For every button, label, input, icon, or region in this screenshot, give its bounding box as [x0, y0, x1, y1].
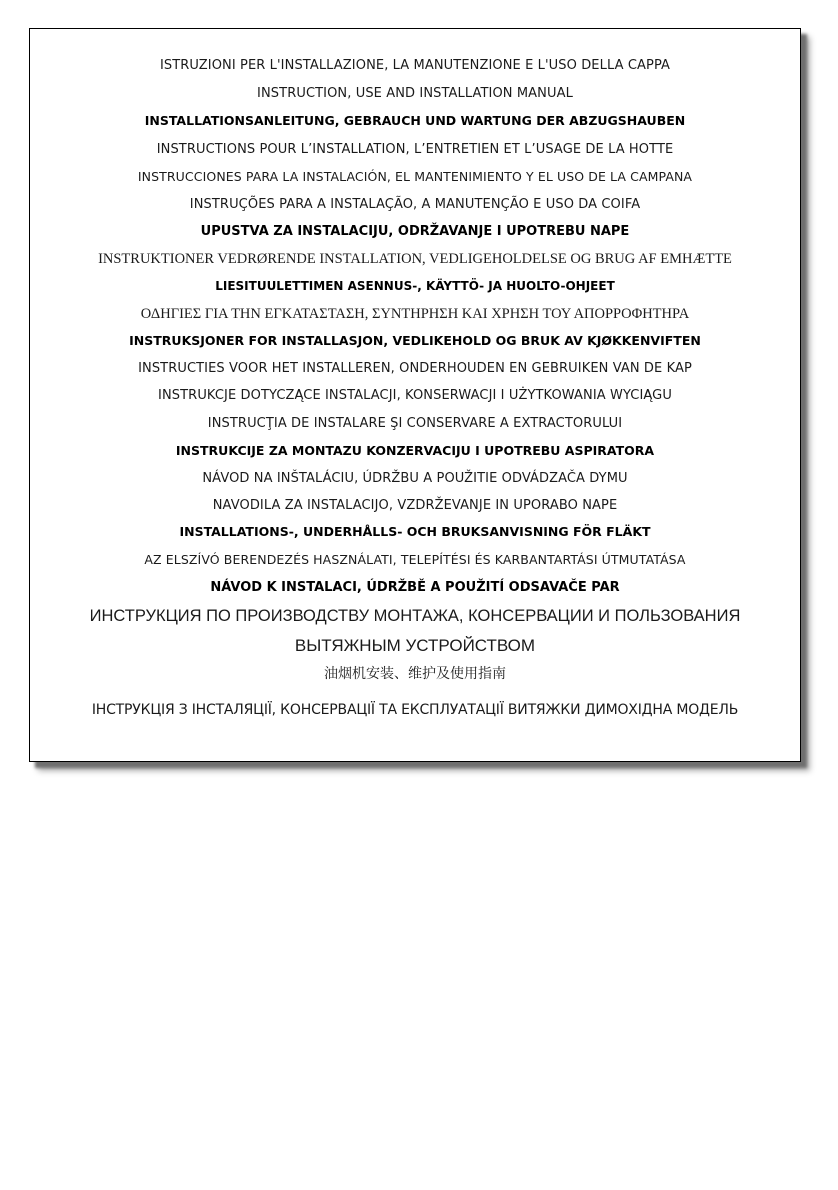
- title-chinese: 油烟机安装、维护及使用指南: [324, 666, 506, 682]
- title-german: INSTALLATIONSANLEITUNG, GEBRAUCH UND WARTUNG DER ABZUGSHAUBEN: [144, 113, 686, 128]
- title-ukrainian: ІНСТРУКЦІЯ З ІНСТАЛЯЦІЇ, КОНСЕРВАЦІЇ ТА ЕКСПЛУАТАЦІЇ ВИТЯЖКИ ДИМОХІДНА МОДЕЛЬ: [91, 702, 739, 718]
- title-english: INSTRUCTION, USE AND INSTALLATION MANUAL: [257, 86, 573, 101]
- title-danish: INSTRUKTIONER VEDRØRENDE INSTALLATION, VEDLIGEHOLDELSE OG BRUG AF EMHÆTTE: [98, 251, 732, 267]
- title-swedish: INSTALLATIONS-, UNDERHÅLLS- OCH BRUKSANVISNING FÖR FLÄKT: [179, 524, 651, 539]
- title-box: [29, 28, 801, 762]
- title-croatian: UPUSTVA ZA INSTALACIJU, ODRŽAVANJE I UPOTREBU NAPE: [200, 224, 630, 239]
- title-norwegian: INSTRUKSJONER FOR INSTALLASJON, VEDLIKEHOLD OG BRUK AV KJØKKENVIFTEN: [129, 333, 701, 348]
- title-hungarian: AZ ELSZÍVÓ BERENDEZÉS HASZNÁLATI, TELEPÍTÉSI ÉS KARBANTARTÁSI ÚTMUTATÁSA: [144, 552, 686, 567]
- title-portuguese: INSTRUÇÕES PARA A INSTALAÇÃO, A MANUTENÇÃO E USO DA COIFA: [189, 197, 641, 212]
- title-czech: NÁVOD K INSTALACI, ÚDRŽBĚ A POUŽITÍ ODSAVAČE PAR: [210, 580, 620, 595]
- title-dutch: INSTRUCTIES VOOR HET INSTALLEREN, ONDERHOUDEN EN GEBRUIKEN VAN DE KAP: [138, 361, 692, 376]
- title-greek: ΟΔΗΓΙΕΣ ΓΙΑ ΤΗΝ ΕΓΚΑΤΑΣΤΑΣΗ, ΣΥΝΤΗΡΗΣΗ ΚΑΙ ΧΡΗΣΗ ΤΟΥ ΑΠΟΡΡΟΦΗΤΗΡΑ: [140, 306, 690, 322]
- title-slovak: NÁVOD NA INŠTALÁCIU, ÚDRŽBU A POUŽITIE ODVÁDZAČA DYMU: [202, 471, 628, 486]
- title-slovenian: NAVODILA ZA INSTALACIJO, VZDRŽEVANJE IN UPORABO NAPE: [212, 498, 618, 513]
- title-russian-line2: ВЫТЯЖНЫМ УСТРОЙСТВОМ: [294, 636, 536, 655]
- title-finnish: LIESITUULETTIMEN ASENNUS-, KÄYTTÖ- JA HUOLTO-OHJEET: [215, 279, 615, 293]
- title-romanian: INSTRUCŢIA DE INSTALARE ŞI CONSERVARE A EXTRACTORULUI: [207, 416, 623, 431]
- title-polish: INSTRUKCJE DOTYCZĄCE INSTALACJI, KONSERWACJI I UŻYTKOWANIA WYCIĄGU: [158, 388, 672, 403]
- title-french: INSTRUCTIONS POUR L’INSTALLATION, L’ENTRETIEN ET L’USAGE DE LA HOTTE: [156, 142, 674, 157]
- title-russian-line1: ИНСТРУКЦИЯ ПО ПРОИЗВОДСТВУ МОНТАЖА, КОНСЕРВАЦИИ И ПОЛЬЗОВАНИЯ: [89, 607, 741, 625]
- title-serbian: INSTRUKCIJE ZA MONTAZU KONZERVACIJU I UPOTREBU ASPIRATORA: [175, 443, 655, 458]
- title-spanish: INSTRUCCIONES PARA LA INSTALACIÓN, EL MANTENIMIENTO Y EL USO DE LA CAMPANA: [137, 169, 693, 184]
- title-italian: ISTRUZIONI PER L'INSTALLAZIONE, LA MANUTENZIONE E L'USO DELLA CAPPA: [159, 58, 671, 73]
